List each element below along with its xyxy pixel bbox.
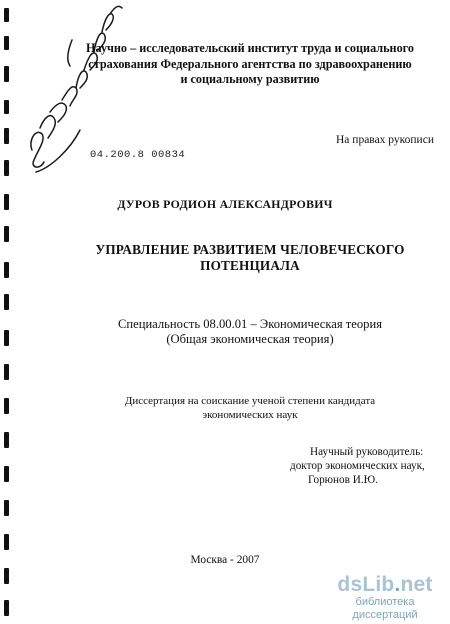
supervisor-line: Горюнов И.Ю. (308, 474, 378, 486)
binder-mark (4, 8, 9, 22)
binder-mark (4, 128, 9, 144)
binder-mark (4, 600, 9, 616)
binder-mark (4, 160, 9, 176)
specialty-line: Специальность 08.00.01 – Экономическая теория (117, 317, 383, 331)
binder-mark (4, 398, 9, 414)
binder-mark (4, 534, 9, 550)
watermark-subtitle: библиотека диссертаций (352, 596, 418, 621)
scientific-supervisor (260, 445, 450, 487)
degree-line: экономических наук (202, 409, 298, 421)
binder-mark (4, 294, 9, 310)
title-line: УПРАВЛЕНИЕ РАЗВИТИЕМ ЧЕЛОВЕЧЕСКОГО (95, 242, 405, 257)
binder-mark (4, 36, 9, 50)
binder-mark (4, 330, 9, 346)
degree-line: Диссертация на соискание ученой степени кандидата (124, 395, 376, 407)
binder-mark (4, 226, 9, 242)
manuscript-rights: На правах рукописи (336, 134, 434, 146)
watermark-logo-main: dsLib (337, 573, 395, 596)
binder-mark (4, 66, 9, 82)
binder-mark (4, 262, 9, 278)
watermark-logo (323, 574, 447, 596)
supervisor-line: доктор экономических наук, (290, 460, 425, 472)
specialty-line: (Общая экономическая теория) (166, 332, 334, 346)
title-line: ПОТЕНЦИАЛА (200, 258, 300, 273)
registration-stamp: 04.200.8 00834 (90, 149, 186, 161)
watermark-logo-tld: net (400, 573, 433, 596)
binder-mark (4, 364, 9, 380)
dslib-watermark (323, 574, 447, 622)
specialty (60, 317, 440, 347)
institution-line: и социальному развитию (180, 72, 320, 86)
binder-mark (4, 466, 9, 482)
city-year: Москва - 2007 (190, 554, 260, 566)
author-name: ДУРОВ РОДИОН АЛЕКСАНДРОВИЧ (117, 197, 333, 211)
watermark-logo-dot: . (394, 573, 401, 596)
binder-mark (4, 568, 9, 584)
supervisor-line: Научный руководитель: (310, 446, 424, 458)
binder-mark (4, 432, 9, 448)
binder-mark (4, 100, 9, 114)
handwritten-signature (10, 0, 130, 200)
binder-mark (4, 500, 9, 516)
institution-line: Научно – исследовательский институт труда и социального (85, 41, 414, 55)
institution-line: страхования Федерального агентства по здравоохранению (88, 56, 412, 71)
dissertation-title (60, 242, 440, 274)
institution-name (60, 41, 440, 88)
dissertation-degree (60, 394, 440, 422)
